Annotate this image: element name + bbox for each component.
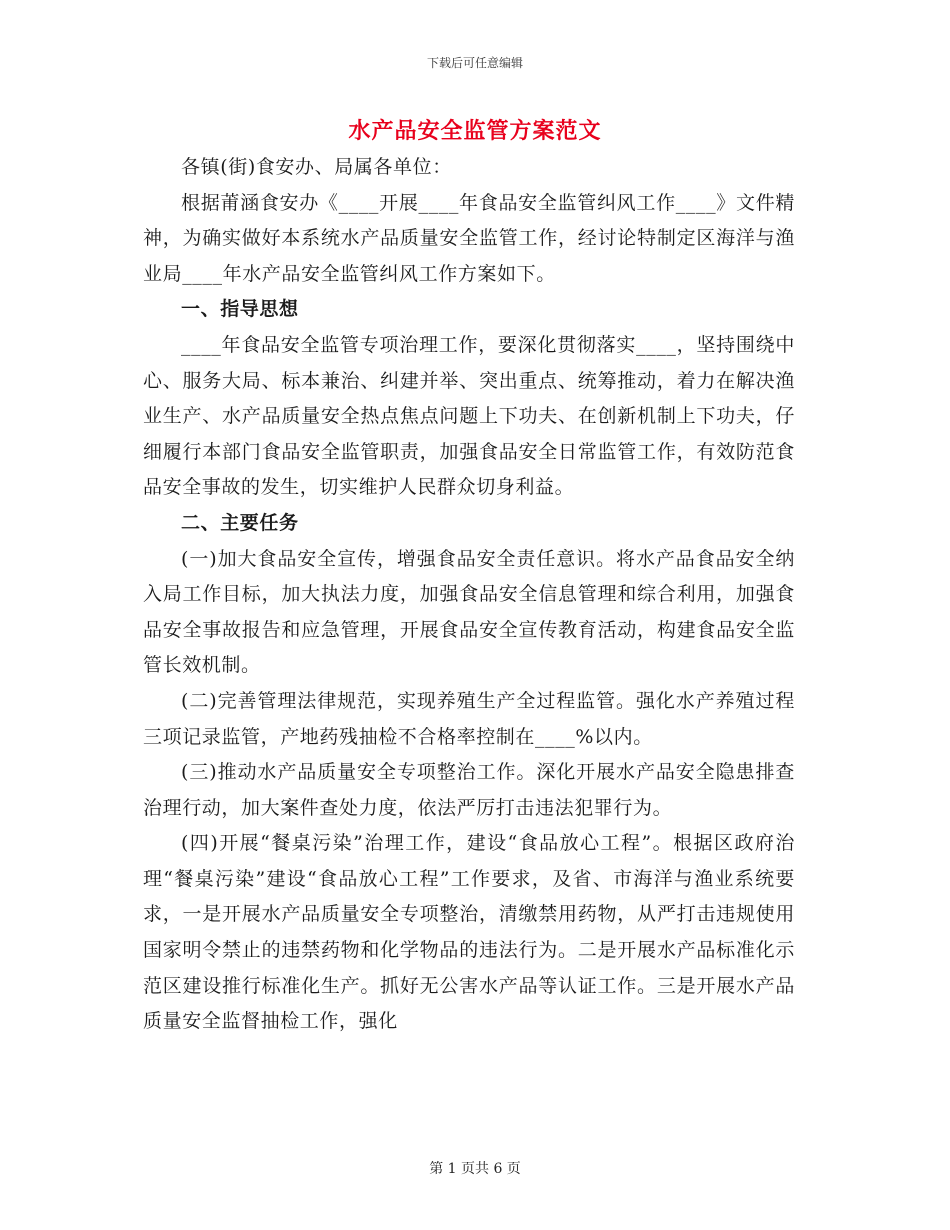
task-paragraph-4: (四)开展“餐桌污染”治理工作，建设“食品放心工程”。根据区政府治理“餐桌污染”建设“食品放心工程”工作要求，及省、市海洋与渔业系统要求，一是开展水产品质量安全专项整治，清缴禁用药物，从严打击违规使用国家明令禁止的违禁药物和化学物品的违法行为。二是开展水产品标准化示范区建设推行标准化生产。抓好无公害水产品等认证工作。三是开展水产品质量安全监督抽检工作，强化	[143, 832, 795, 1033]
task-paragraph-1: (一)加大食品安全宣传，增强食品安全责任意识。将水产品食品安全纳入局工作目标，加大执法力度，加强食品安全信息管理和综合利用，加强食品安全事故报告和应急管理，开展食品安全宣传教育活动，构建食品安全监管长效机制。	[143, 547, 795, 677]
section-heading-guiding-thought: 一、指导思想	[181, 298, 299, 321]
task-paragraph-2: (二)完善管理法律规范，实现养殖生产全过程监管。强化水产养殖过程三项记录监管，产地药残抽检不合格率控制在____%以内。	[143, 689, 795, 748]
guiding-thought-paragraph: ____年食品安全监管专项治理工作，要深化贯彻落实____，坚持围绕中心、服务大局、标本兼治、纠建并举、突出重点、统筹推动，着力在解决渔业生产、水产品质量安全热点焦点问题上下功夫、在创新机制上下功夫，仔细履行本部门食品安全监管职责，加强食品安全日常监管工作，有效防范食品安全事故的发生，切实维护人民群众切身利益。	[143, 333, 795, 499]
document-title: 水产品安全监管方案范文	[348, 118, 602, 144]
task-paragraph-3: (三)推动水产品质量安全专项整治工作。深化开展水产品安全隐患排查治理行动，加大案件查处力度，依法严厉打击违法犯罪行为。	[143, 761, 795, 819]
salutation: 各镇(街)食安办、局属各单位：	[181, 156, 452, 178]
page-footer: 第 1 页共 6 页	[429, 1161, 521, 1177]
intro-paragraph: 根据莆涵食安办《____开展____年食品安全监管纠风工作____》文件精神，为确实做好本系统水产品质量安全监管工作，经讨论特制定区海洋与渔业局____年水产品安全监管纠风工作方案如下。	[143, 191, 795, 285]
document-body	[143, 150, 795, 1040]
section-heading-main-tasks: 二、主要任务	[181, 511, 299, 534]
header-note: 下载后可任意编辑	[426, 56, 523, 70]
